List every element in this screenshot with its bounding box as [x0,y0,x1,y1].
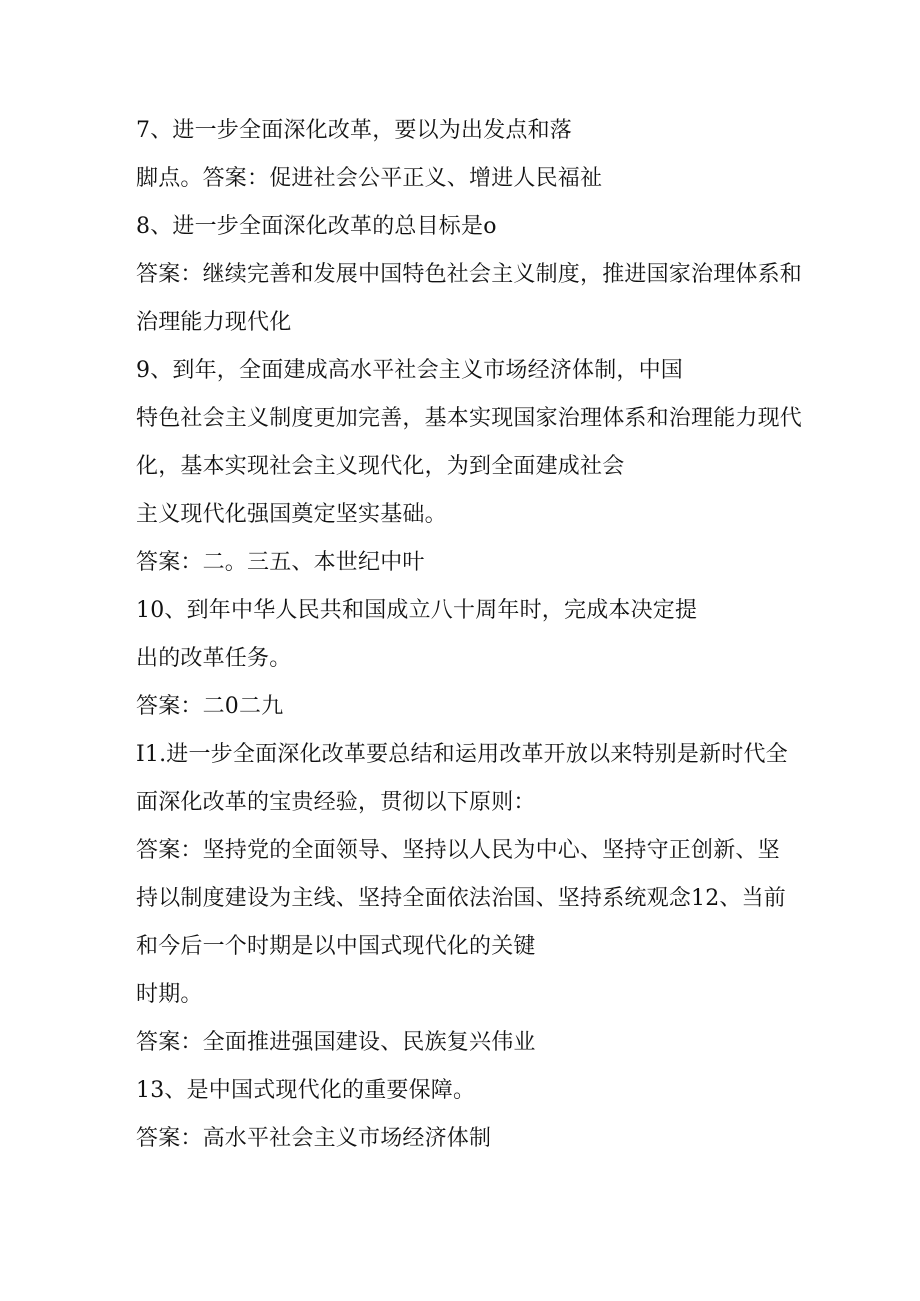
text-line: 化，基本实现社会主义现代化，为到全面建成社会 [136,454,625,479]
text-line: 时期。 [136,982,203,1007]
text-line: 答案：二。三五、本世纪中叶 [136,550,425,575]
text-line: 面深化改革的宝贵经验，贯彻以下原则： [136,790,536,815]
text-line: 答案：二0二九 [136,694,284,719]
text-line: 答案：高水平社会主义市场经济体制 [136,1126,492,1151]
text-line: 13、是中国式现代化的重要保障。 [136,1078,476,1103]
text-line: 出的改革任务。 [136,646,292,671]
text-line: 持以制度建设为主线、坚持全面依法治国、坚持系统观念12、当前 [136,886,786,911]
text-line: 脚点。答案：促进社会公平正义、增进人民福祉 [136,166,603,191]
text-line: 8、进一步全面深化改革的总目标是o [136,214,497,239]
text-line: 7、进一步全面深化改革，要以为出发点和落 [136,118,572,143]
text-line: 答案：继续完善和发展中国特色社会主义制度，推进国家治理体系和 [136,262,803,287]
text-line: 10、到年中华人民共和国成立八十周年时，完成本决定提 [136,598,698,623]
text-line: I1.进一步全面深化改革要总结和运用改革开放以来特别是新时代全 [136,742,788,767]
text-line: 治理能力现代化 [136,310,292,335]
text-line: 主义现代化强国奠定坚实基础。 [136,502,447,527]
text-line: 9、到年，全面建成高水平社会主义市场经济体制，中国 [136,358,683,383]
text-line: 答案：坚持党的全面领导、坚持以人民为中心、坚持守正创新、坚 [136,838,780,863]
text-line: 特色社会主义制度更加完善，基本实现国家治理体系和治理能力现代 [136,406,803,431]
text-line: 答案：全面推进强国建设、民族复兴伟业 [136,1030,536,1055]
text-line: 和今后一个时期是以中国式现代化的关键 [136,934,536,959]
